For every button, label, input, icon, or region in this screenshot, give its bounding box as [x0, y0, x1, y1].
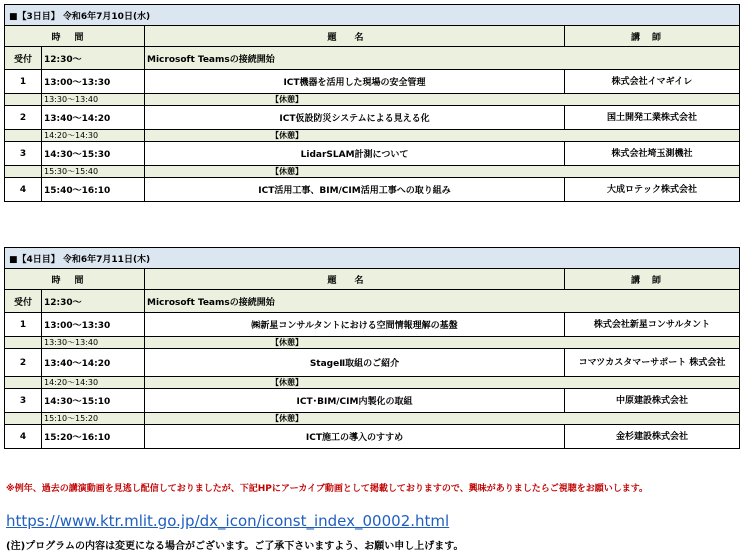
- table-row: [5, 178, 740, 202]
- session-no: 1: [5, 70, 42, 94]
- session-title: ICT･BIM/CIM内製化の取組: [145, 389, 565, 413]
- session-title: ㈱新星コンサルタントにおける空間情報理解の基盤: [145, 313, 565, 337]
- table-row: [5, 349, 740, 377]
- reception-text: Microsoft Teamsの接続開始: [145, 47, 740, 70]
- reception-label: 受付: [5, 47, 42, 70]
- break-row: [5, 377, 740, 389]
- break-time: 15:30～15:40: [42, 166, 145, 178]
- session-title: ICT施工の導入のすすめ: [145, 425, 565, 449]
- break-row: [5, 94, 740, 106]
- day3-col-title: 題名: [145, 26, 565, 47]
- day4-schedule-table: [4, 247, 740, 449]
- break-label: 【休憩】: [145, 130, 740, 142]
- session-title: ICT仮設防災システムによる見える化: [145, 106, 565, 130]
- day4-col-time: 時間: [5, 269, 145, 290]
- archive-link[interactable]: https://www.ktr.mlit.go.jp/dx_icon/iconst_index_00002.html: [6, 512, 450, 530]
- session-time: 15:40～16:10: [42, 178, 145, 202]
- session-time: 13:40～14:20: [42, 349, 145, 377]
- reception-time: 12:30～: [42, 290, 145, 313]
- session-time: 14:30～15:30: [42, 142, 145, 166]
- session-no: 3: [5, 389, 42, 413]
- archive-note: ※例年、過去の講演動画を見逃し配信しておりましたが、下記HPにアーカイブ動画として掲載しておりますので、興味がありましたらご視聴をお願いします。: [6, 484, 648, 494]
- day3-reception-row: [5, 47, 740, 70]
- reception-text: Microsoft Teamsの接続開始: [145, 290, 740, 313]
- break-label: 【休憩】: [145, 413, 740, 425]
- table-row: [5, 142, 740, 166]
- session-lecturer: 株式会社イマギイレ: [565, 70, 740, 94]
- table-row: [5, 425, 740, 449]
- table-row: [5, 106, 740, 130]
- table-row: [5, 70, 740, 94]
- change-footnote: (注)プログラムの内容は変更になる場合がございます。ご了承下さいますよう、お願い申し上げます。: [6, 541, 464, 552]
- break-time: 13:30～13:40: [42, 94, 145, 106]
- session-no: 2: [5, 349, 42, 377]
- session-no: 2: [5, 106, 42, 130]
- session-lecturer: 金杉建設株式会社: [565, 425, 740, 449]
- break-row: [5, 130, 740, 142]
- break-time: 14:20～14:30: [42, 377, 145, 389]
- table-row: [5, 313, 740, 337]
- session-lecturer: 国土開発工業株式会社: [565, 106, 740, 130]
- break-time: 15:10～15:20: [42, 413, 145, 425]
- session-time: 13:00～13:30: [42, 70, 145, 94]
- session-time: 13:40～14:20: [42, 106, 145, 130]
- session-title: ICT機器を活用した現場の安全管理: [145, 70, 565, 94]
- break-label: 【休憩】: [145, 94, 740, 106]
- break-label: 【休憩】: [145, 166, 740, 178]
- table-row: [5, 389, 740, 413]
- day3-schedule-table: [4, 4, 740, 202]
- session-title: StageⅡ取組のご紹介: [145, 349, 565, 377]
- session-title: LidarSLAM計測について: [145, 142, 565, 166]
- session-time: 14:30～15:10: [42, 389, 145, 413]
- session-time: 13:00～13:30: [42, 313, 145, 337]
- session-no: 1: [5, 313, 42, 337]
- break-label: 【休憩】: [145, 377, 740, 389]
- day3-col-time: 時間: [5, 26, 145, 47]
- day4-reception-row: [5, 290, 740, 313]
- break-row: [5, 166, 740, 178]
- reception-label: 受付: [5, 290, 42, 313]
- session-no: 3: [5, 142, 42, 166]
- session-no: 4: [5, 425, 42, 449]
- break-time: 14:20～14:30: [42, 130, 145, 142]
- session-lecturer: 中原建設株式会社: [565, 389, 740, 413]
- day3-col-lecturer: 講師: [565, 26, 740, 47]
- session-lecturer: コマツカスタマーサポート 株式会社: [565, 349, 740, 377]
- day4-col-title: 題名: [145, 269, 565, 290]
- session-lecturer: 株式会社新星コンサルタント: [565, 313, 740, 337]
- break-row: [5, 413, 740, 425]
- break-time: 13:30～13:40: [42, 337, 145, 349]
- reception-time: 12:30～: [42, 47, 145, 70]
- day3-heading: ■【3日目】 令和6年7月10日(水): [5, 5, 740, 26]
- day4-heading: ■【4日目】 令和6年7月11日(木): [5, 248, 740, 269]
- session-lecturer: 大成ロテック株式会社: [565, 178, 740, 202]
- session-lecturer: 株式会社埼玉測機社: [565, 142, 740, 166]
- day4-col-lecturer: 講師: [565, 269, 740, 290]
- session-title: ICT活用工事、BIM/CIM活用工事への取り組み: [145, 178, 565, 202]
- break-label: 【休憩】: [145, 337, 740, 349]
- session-no: 4: [5, 178, 42, 202]
- break-row: [5, 337, 740, 349]
- session-time: 15:20～16:10: [42, 425, 145, 449]
